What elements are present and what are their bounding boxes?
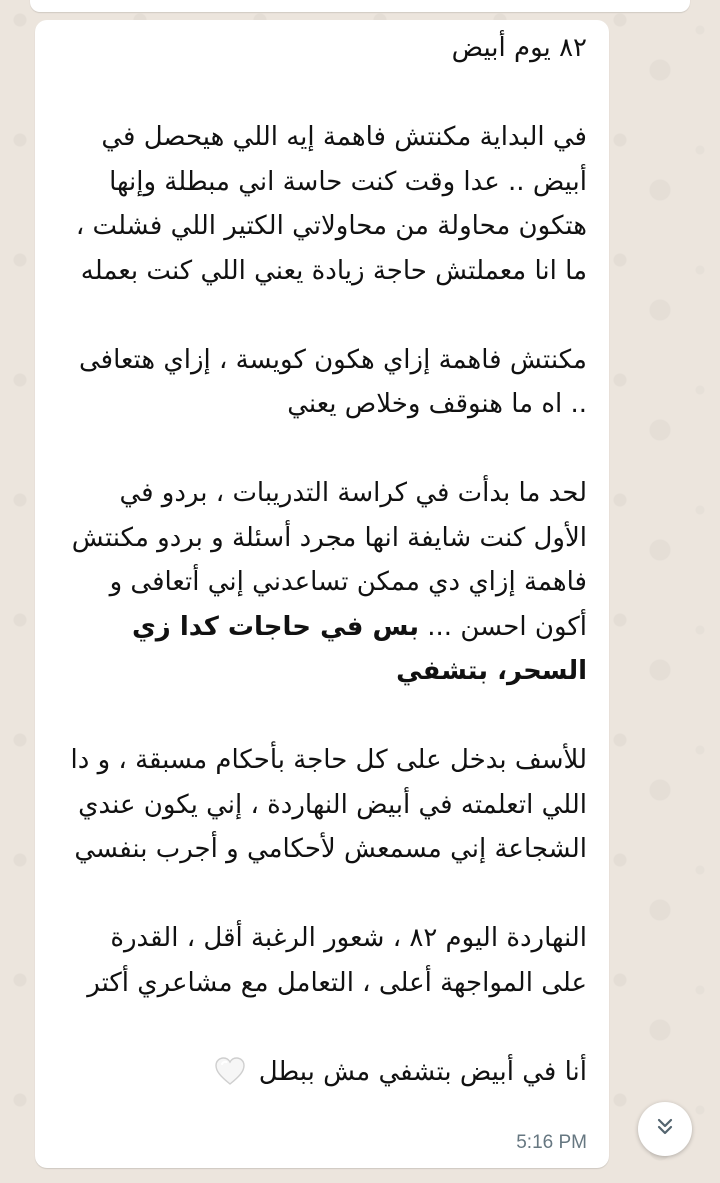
- white-heart-icon: [214, 1056, 246, 1086]
- message-timestamp: 5:16 PM: [516, 1132, 587, 1153]
- paragraph-text: للأسف بدخل على كل حاجة بأحكام مسبقة ، و دا اللي اتعلمته في أبيض النهاردة ، إني يكون عندي الشجاعة إني مسمعش لأحكامي و أجرب بنفسي: [70, 745, 587, 864]
- paragraph-text: في البداية مكنتش فاهمة إيه اللي هيحصل في أبيض .. عدا وقت كنت حاسة اني مبطلة وإنها هتكون محاولة من محاولاتي الكتير اللي فشلت ، ما انا معملتش حاجة زيادة يعني اللي كنت بعمله: [75, 122, 587, 286]
- previous-message-bubble: [30, 0, 690, 12]
- paragraph-text: أنا في أبيض بتشفي مش ببطل: [258, 1056, 587, 1087]
- message-text: [63, 26, 587, 1094]
- paragraph-text: مكنتش فاهمة إزاي هكون كويسة ، إزاي هتعافى .. اه ما هنوقف وخلاص يعني: [78, 344, 587, 419]
- message-paragraph: [63, 115, 587, 293]
- message-paragraph: [63, 1050, 587, 1095]
- paragraph-bold-text: بس في حاجات كدا زي السحر، بتشفي: [131, 611, 587, 686]
- paragraph-text: لحد ما بدأت في كراسة التدريبات ، بردو في الأول كنت شايفة انها مجرد أسئلة و بردو مكنتش فاهمة إزاي دي ممكن تساعدني إني أتعافى و أكون احسن ...: [71, 478, 587, 642]
- message-title: ٨٢ يوم أبيض: [451, 33, 587, 63]
- scroll-to-bottom-button[interactable]: [638, 1102, 692, 1156]
- paragraph-text: النهاردة اليوم ٨٢ ، شعور الرغبة أقل ، القدرة على المواجهة أعلى ، التعامل مع مشاعري أكتر: [87, 923, 587, 998]
- double-chevron-down-icon: [653, 1115, 677, 1143]
- message-bubble[interactable]: [35, 20, 609, 1168]
- message-paragraph: [63, 738, 587, 872]
- message-paragraph: [63, 338, 587, 427]
- message-paragraph: [63, 471, 587, 694]
- message-paragraph: [63, 916, 587, 1005]
